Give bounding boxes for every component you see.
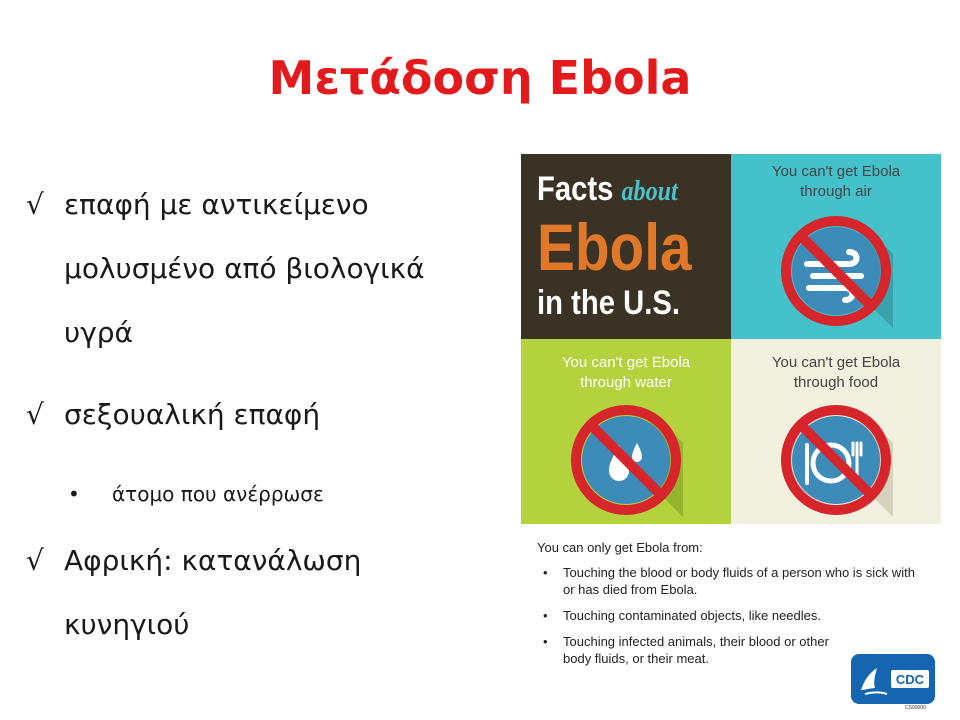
- facts-heading: [537, 170, 678, 211]
- list-item: [539, 564, 929, 598]
- only-from-heading: You can only get Ebola from:: [537, 540, 703, 555]
- sub-bullet-text: άτομο που ανέρρωσε: [112, 482, 324, 506]
- bullet-text: επαφή με αντικείμενο: [64, 188, 369, 221]
- food-tile: [731, 339, 941, 524]
- check-marker: √: [26, 188, 44, 221]
- in-the-us-text: in the U.S.: [537, 284, 680, 322]
- bullet-text: μολυσμένο από βιολογικά: [64, 252, 425, 285]
- list-item-text: Touching infected animals, their blood or other body fluids, or their meat.: [563, 634, 829, 666]
- no-water-icon: [569, 403, 683, 517]
- no-air-icon: [779, 214, 893, 328]
- list-marker: •: [543, 565, 548, 580]
- bullet-text: υγρά: [64, 316, 134, 349]
- air-caption: [731, 162, 941, 202]
- bullet-text: κυνηγιού: [64, 608, 190, 641]
- air-tile: [731, 154, 941, 339]
- food-caption: [731, 353, 941, 393]
- cdc-document-id: CS00000: [905, 705, 926, 711]
- list-item: [539, 607, 929, 624]
- bullet-text: Αφρική: κατανάλωση: [64, 544, 362, 577]
- facts-word: Facts: [537, 170, 614, 208]
- slide-title: Μετάδοση Ebola: [268, 51, 692, 105]
- check-marker: √: [26, 398, 44, 431]
- air-caption-line: through air: [800, 183, 872, 200]
- water-tile: [521, 339, 731, 524]
- food-caption-line: You can't get Ebola: [771, 354, 901, 371]
- about-word: about: [621, 176, 678, 207]
- water-caption: [521, 353, 731, 393]
- cdc-logo-text: CDC: [895, 672, 925, 687]
- water-caption-line: through water: [580, 374, 672, 391]
- water-caption-line: You can't get Ebola: [561, 354, 691, 371]
- list-marker: •: [543, 634, 548, 649]
- ebola-facts-infographic: [521, 154, 941, 714]
- title-tile: [521, 154, 731, 339]
- no-food-icon: [779, 403, 893, 517]
- list-item-text: Touching contaminated objects, like needles.: [563, 608, 821, 623]
- list-item: [539, 633, 853, 667]
- cdc-logo: [851, 654, 935, 704]
- sub-bullet-marker: •: [68, 482, 80, 506]
- bullet-text: σεξουαλική επαφή: [64, 398, 321, 431]
- list-item-text: Touching the blood or body fluids of a person who is sick with or has died from Ebola.: [563, 565, 915, 597]
- air-caption-line: You can't get Ebola: [771, 163, 901, 180]
- food-caption-line: through food: [793, 374, 879, 391]
- list-marker: •: [543, 608, 548, 623]
- check-marker: √: [26, 544, 44, 577]
- ebola-word: Ebola: [537, 210, 692, 284]
